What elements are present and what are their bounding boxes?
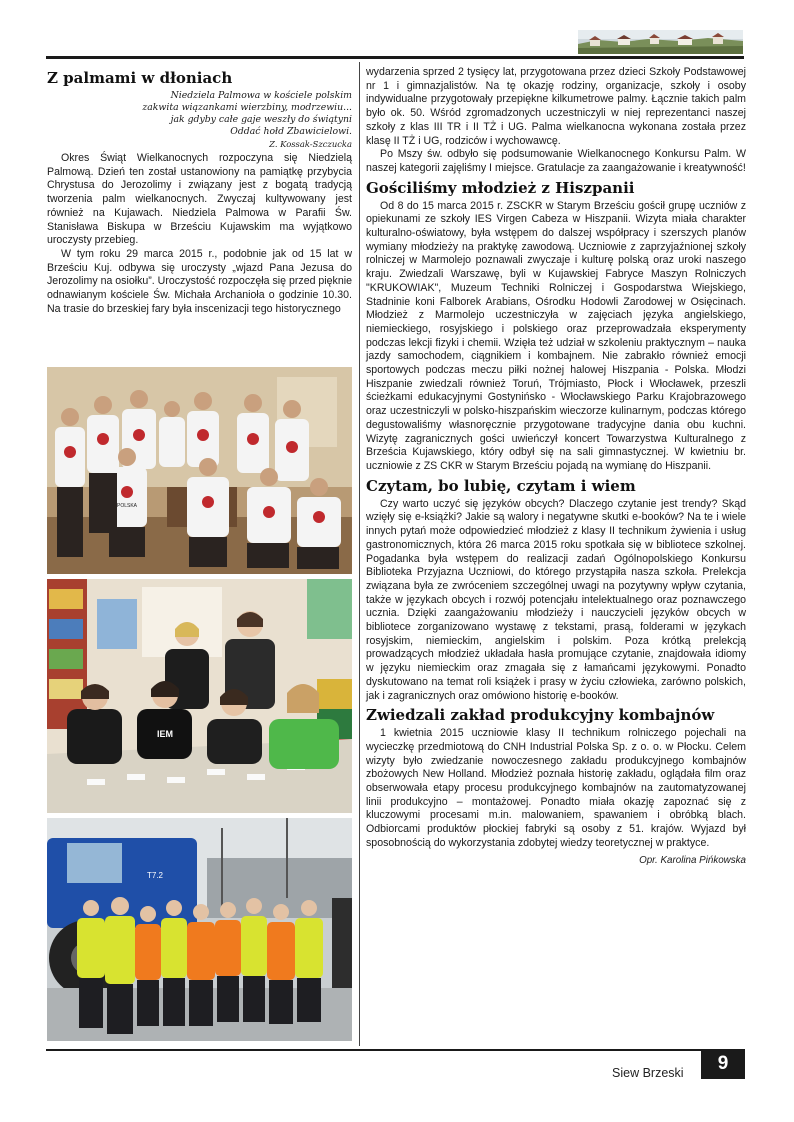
- photo-factory-visit: [47, 818, 352, 1041]
- epigraph-line: jak gdyby całe gaje weszły do świątyni: [170, 114, 352, 125]
- shirt-text: POLSKA: [116, 503, 138, 509]
- vehicle-text: T7.2: [147, 871, 164, 880]
- article-paragraph: 1 kwietnia 2015 uczniowie klasy II technikum rolniczego pojechali na wycieczkę przedmiotową do CNH Industrial Polska Sp. z o. o. w Płocku. Celem wizyty było zwiedzanie nowoczesnego zakładu produkcyjnego kombajnów zbożowych New Holland. Młodzież poznała historię zakładu, oglądała film oraz obserwowała etapy procesu produkcyjnego kombajnów na zautomatyzowanej linii produkcyjno – montażowej. Ponadto miała okazję zapoznać się z kluczowymi procesami m.in. malowaniem, spawaniem i obróbką blach. Odbiorcami produktów płockiej fabryki są osoby z 51. krajów. Wyjazd był sposobnością do wykorzystania zdobytej wiedzy teoretycznej w praktyce.: [366, 727, 746, 849]
- header-village-photo: [578, 30, 743, 54]
- article-title: Zwiedzali zakład produkcyjny kombajnów: [366, 706, 715, 725]
- article-paragraph: Od 8 do 15 marca 2015 r. ZSCKR w Starym Brześciu gościł grupę uczniów z opiekunami ze szkoły IES Virgen Cabeza w Hiszpanii. Wizyta miała charakter kulturalno-oświatowy, była wstępem do dalszej współpracy i szerszych planów wymiany młodzieży na praktykę zawodową. Uczniowie z zaprzyjaźnionej szkoły rolniczej w Marmolejo poznawali zwyczaje i kulturę polską oraz uroki naszego kraju. Zwiedzali Warszawę, byli w Kujawskiej Fabryce Maszyn Rolniczych "KRUKOWIAK", Muzeum Techniki Rolniczej i Gospodarstwa Wiejskiego, Stadninie koni Falborek Arabians, Ośrodku Hodowli Zarodowej w Osięcinach. Młodzież z Marmolejo uczestniczyła w zajęciach języka angielskiego, niemieckiego, rosyjskiego i polskiego oraz przeprowadzała eksperymenty podczas lekcji fizyki i chemii. Wzięła też udział w szkoleniu praktycznym – nauka jazdy samochodem, ciągnikiem i kombajnem. Nie zabrakło również emocji sportowych podczas meczu piłki nożnej halowej Hiszpania - Polska. Młodzi Hiszpanie zwiedzali również Toruń, Trójmiasto, Płock i Włocławek, przeszli ścieżkami edukacyjnymi Gostynińsko - Włocławskiego Parku Krajobrazowego oraz uczestniczyli w polsko-hiszpańskim wieczorze kulinarnym, podczas którego degustowaliśmy własnoręcznie przygotowane tradycyjne dania obu kuchni. Wizytę zagranicznych gości uwieńczył koncert Towarzystwa Kulturalnego z Brześcia Kujawskiego, który odbył się na sali gimnastycznej. W kwietniu br. uczniowie z ZS CKR w Starym Brześciu pojadą na wymianę do Hiszpanii.: [366, 199, 746, 472]
- column-divider: [359, 62, 360, 1046]
- article-paragraph: Okres Świąt Wielkanocnych rozpoczyna się Niedzielą Palmową. Dzień ten został ustanowiony na pamiątkę przybycia Chrystusa do Jerozolimy i związany jest z bogatą tradycją tworzenia palm wielkanocnych. Zwyczaj kultywowany jest również na Kujawach. Niedziela Palmowa w Parafii Św. Stanisława Biskupa w Brześciu Kujawskim ma wyjątkowo uroczysty przebieg.: [47, 152, 352, 247]
- epigraph: [47, 90, 352, 150]
- author-credit: Opr. Karolina Pińkowska: [639, 854, 746, 866]
- epigraph-line: zakwita wiązankami wierzbiny, modrzewiu...: [142, 102, 352, 113]
- footer-rule: [46, 1049, 744, 1051]
- epigraph-line: Niedziela Palmowa w kościele polskim: [170, 90, 352, 101]
- right-column: [366, 66, 746, 867]
- left-column: [47, 66, 352, 316]
- epigraph-author: Z. Kossak-Szczucka: [269, 139, 352, 149]
- magazine-title: Siew Brzeski: [612, 1066, 684, 1080]
- article-paragraph: Po Mszy św. odbyło się podsumowanie Wielkanocnego Konkursu Palm. W naszej kategorii zajęliśmy I miejsce. Gratulacje za zaangażowanie i kreatywność!: [366, 148, 746, 174]
- shirt-text: IEM: [156, 729, 174, 739]
- article-title: Gościliśmy młodzież z Hiszpanii: [366, 178, 635, 197]
- epigraph-line: Oddać hołd Zbawicielowi.: [230, 126, 352, 137]
- article-title: Z palmami w dłoniach: [47, 69, 233, 87]
- article-paragraph: Czy warto uczyć się języków obcych? Dlaczego czytanie jest trendy? Skąd wzięły się e-książki? Jakie są walory i negatywne skutki e-booków? Na te i wiele innych pytań może odpowiedzieć młodzież z klasy II technikum żywienia i usług gastronomicznych, która 26 marca 2015 roku spotkała się w bibliotece szkolnej. Pogadanka była wstępem do realizacji zadań Ogólnopolskiego Konkursu Biblioteka Przyjazna Uczniowi, do którego przystąpiła nasza szkoła. Prelekcja związana była ze zwróceniem szczególnej uwagi na pozytywny wpływ czytania, także w językach obcych i rozwój potencjału intelektualnego oraz poznawczego ucznia. Dzięki zaangażowaniu młodzieży i nauczycieli języków obcych w bibliotece zorganizowano wystawę z tekstami, prasą, folderami w językach rosyjskim, niemieckim, angielskim i polskim. Poza krótką prelekcją prowadzących młodzież układała hasła promujące czytanie, znajdowała idiomy w języku niemieckim oraz zmagała się z łamańcami językowymi. Ponadto dyskutowano na temat roli książek i prasy w życiu człowieka, zarówno polskich, jak i zagranicznych oraz omówiono historię e-booków.: [366, 497, 746, 702]
- article-paragraph: wydarzenia sprzed 2 tysięcy lat, przygotowana przez dzieci Szkoły Podstawowej nr 1 i gimnazjalistów. Na tę okazję rodziny, organizacje, szkoły i osoby indywidualne przygotowały przepiękne kilkumetrowe palmy. Łącznie takich palm było ok. 50. Wśród zgromadzonych uczestniczyli w niej reprezentanci naszej szkoły z klas III TR i II TŻ i UG. Palma wielkanocna wykonana została przez klasę II TŻ i UG, rodziców i wychowawcę.: [366, 66, 746, 147]
- photo-library-meeting: [47, 579, 352, 813]
- article-paragraph: W tym roku 29 marca 2015 r., podobnie jak od 15 lat w Brześciu Kuj. odbywa się uroczysty „wjazd Pana Jezusa do Jerozolimy na osiołku”. Uroczystość rozpoczęła się przed pięknie odnawianym kościele Św. Michała Archanioła o godzinie 10.30. Na trasie do brzeskiej fary była inscenizacji tego historycznego: [47, 247, 352, 315]
- article-title: Czytam, bo lubię, czytam i wiem: [366, 476, 636, 495]
- page-number: 9: [701, 1049, 745, 1079]
- top-rule: [46, 56, 744, 59]
- photo-spanish-students: [47, 367, 352, 574]
